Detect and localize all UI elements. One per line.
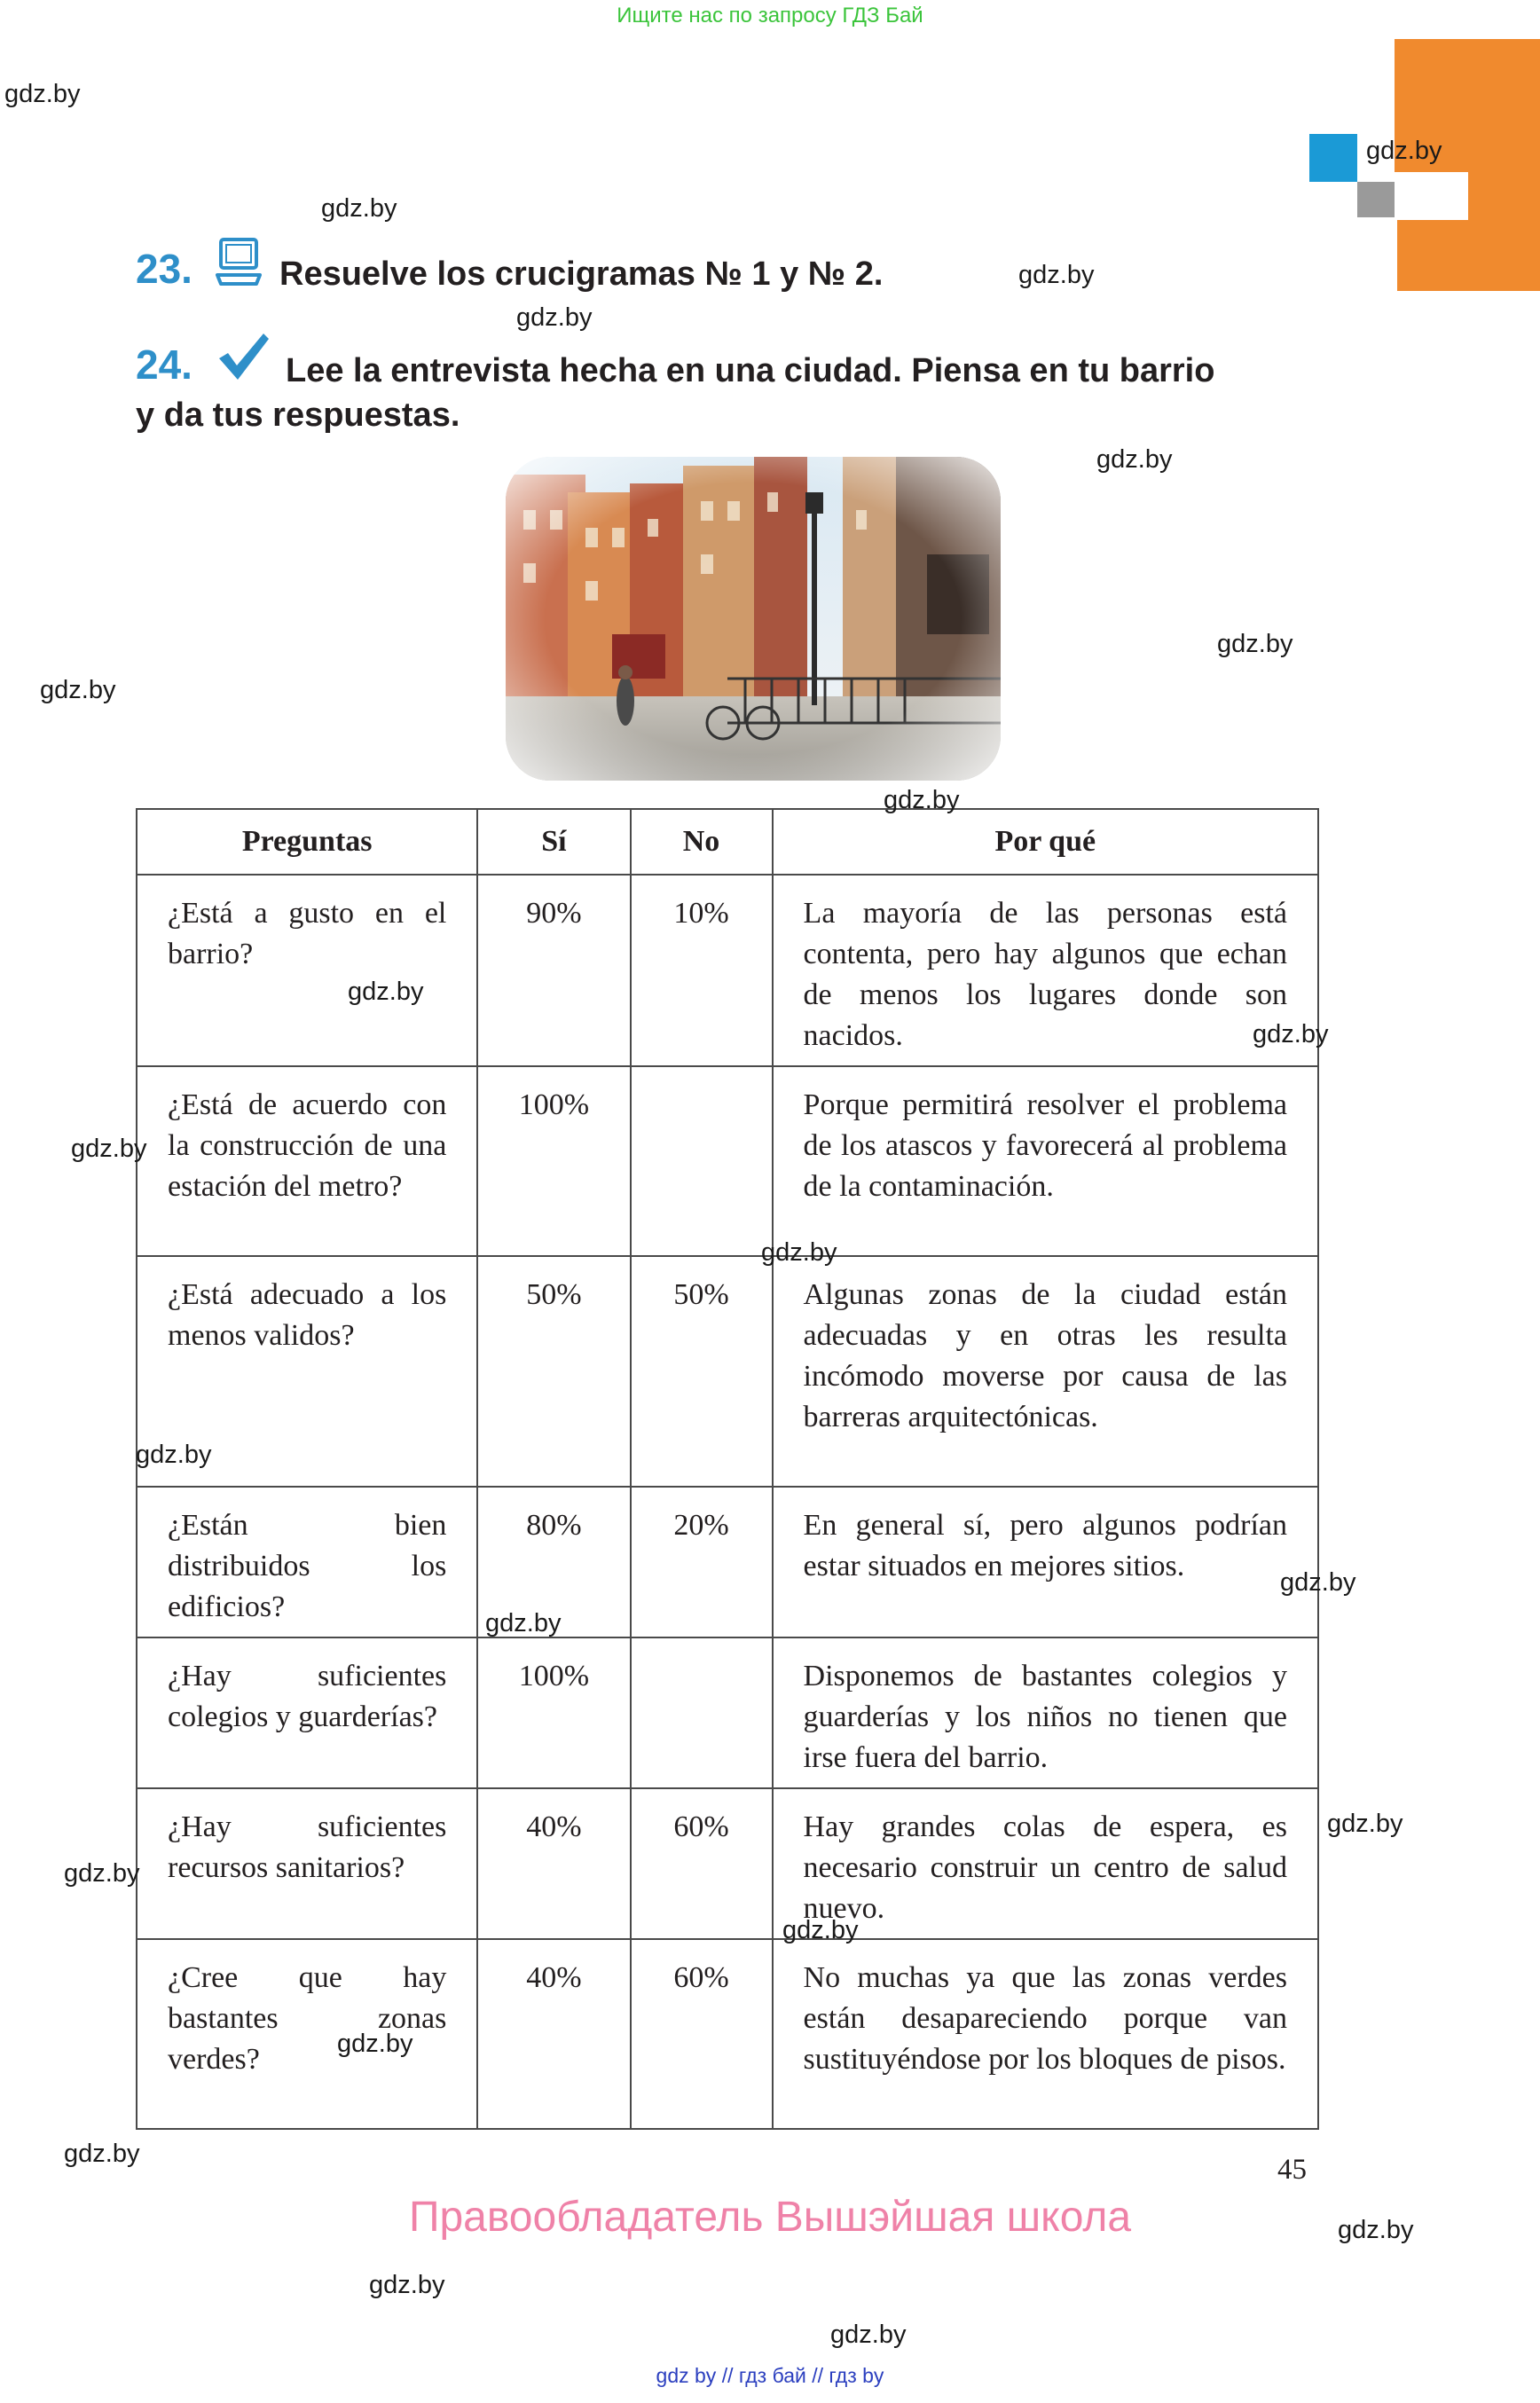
watermark: gdz.by <box>1217 630 1293 658</box>
table-row <box>137 1487 1318 1637</box>
reason-cell: Algunas zonas de la ciudad están adecuadas y en otras les resulta incómodo moverse por causa de las barreras arquitectónicas. <box>773 1256 1318 1487</box>
no-cell: 60% <box>631 1788 773 1939</box>
watermark: gdz.by <box>1327 1810 1403 1838</box>
watermark: gdz.by <box>1253 1020 1329 1048</box>
blue-square <box>1309 134 1357 182</box>
page-number: 45 <box>1277 2154 1307 2186</box>
table-header-row <box>137 809 1318 875</box>
watermark: gdz.by <box>40 676 116 704</box>
bottom-links[interactable]: gdz by // гдз бай // гдз by <box>656 2364 884 2387</box>
gray-square <box>1357 182 1395 217</box>
top-banner-text: Ищите нас по запросу ГДЗ Бай <box>617 4 923 27</box>
header-preguntas: Preguntas <box>137 809 477 875</box>
reason-cell: Disponemos de bastantes colegios y guarderías y los niños no tienen que irse fuera del barrio. <box>773 1637 1318 1788</box>
exercise-24-number: 24. <box>136 342 192 388</box>
watermark: gdz.by <box>884 786 960 814</box>
no-cell: 10% <box>631 875 773 1066</box>
watermark: gdz.by <box>516 303 593 332</box>
table-row <box>137 1066 1318 1256</box>
table-row <box>137 1939 1318 2129</box>
question-cell: ¿Hay suficientes colegios y guarderías? <box>137 1637 477 1788</box>
watermark: gdz.by <box>321 194 397 223</box>
watermark: gdz.by <box>1366 137 1442 165</box>
exercise-23-text: Resuelve los crucigramas № 1 y № 2. <box>279 255 884 293</box>
watermark: gdz.by <box>1338 2216 1414 2244</box>
no-cell: 20% <box>631 1487 773 1637</box>
si-cell: 100% <box>477 1637 630 1788</box>
watermark: gdz.by <box>348 978 424 1006</box>
si-cell: 40% <box>477 1788 630 1939</box>
orange-square-small <box>1397 220 1468 291</box>
watermark: gdz.by <box>64 1859 140 1888</box>
reason-cell: La mayoría de las personas está contenta, pero hay algunos que echan de menos los lugares donde son nacidos. <box>773 875 1318 1066</box>
no-cell: 60% <box>631 1939 773 2129</box>
reason-cell: Hay grandes colas de espera, es necesario construir un centro de salud nuevo. <box>773 1788 1318 1939</box>
watermark: gdz.by <box>1018 261 1095 289</box>
orange-square-right <box>1468 172 1540 291</box>
question-cell: ¿Hay suficientes recursos sanitarios? <box>137 1788 477 1939</box>
copyright-text: Правообладатель Вышэйшая школа <box>408 2194 1132 2241</box>
watermark: gdz.by <box>1280 1568 1356 1597</box>
table-row <box>137 1637 1318 1788</box>
question-cell: ¿Están bien distribuidos los edificios? <box>137 1487 477 1637</box>
reason-cell: En general sí, pero algunos podrían estar situados en mejores sitios. <box>773 1487 1318 1637</box>
watermark: gdz.by <box>782 1916 859 1944</box>
si-cell: 80% <box>477 1487 630 1637</box>
header-no: No <box>631 809 773 875</box>
city-street-photo <box>506 457 1001 781</box>
watermark: gdz.by <box>761 1238 837 1267</box>
si-cell: 100% <box>477 1066 630 1256</box>
watermark: gdz.by <box>1096 445 1173 474</box>
si-cell: 50% <box>477 1256 630 1487</box>
exercise-24-text-line1: Lee la entrevista hecha en una ciudad. Piensa en tu barrio <box>286 352 1215 389</box>
computer-icon <box>216 236 262 291</box>
watermark: gdz.by <box>830 2321 907 2349</box>
watermark: gdz.by <box>369 2271 445 2299</box>
si-cell: 40% <box>477 1939 630 2129</box>
watermark: gdz.by <box>4 80 81 108</box>
question-cell: ¿Está adecuado a los menos validos? <box>137 1256 477 1487</box>
watermark: gdz.by <box>337 2030 413 2058</box>
no-cell <box>631 1066 773 1256</box>
no-cell: 50% <box>631 1256 773 1487</box>
exercise-24-text-line2: y da tus respuestas. <box>136 397 460 434</box>
reason-cell: Porque permitirá resolver el problema de los atascos y favorecerá al problema de la contaminación. <box>773 1066 1318 1256</box>
si-cell: 90% <box>477 875 630 1066</box>
exercise-23-number: 23. <box>136 246 192 292</box>
watermark: gdz.by <box>485 1609 562 1637</box>
question-cell: ¿Está a gusto en el barrio? <box>137 875 477 1066</box>
reason-cell: No muchas ya que las zonas verdes están desapareciendo porque van sustituyéndose por los bloques de pisos. <box>773 1939 1318 2129</box>
question-cell: ¿Cree que hay bastantes zonas verdes? <box>137 1939 477 2129</box>
header-por-que: Por qué <box>773 809 1318 875</box>
watermark: gdz.by <box>71 1135 147 1163</box>
no-cell <box>631 1637 773 1788</box>
header-si: Sí <box>477 809 630 875</box>
survey-table <box>136 808 1319 2130</box>
table-row <box>137 1788 1318 1939</box>
watermark: gdz.by <box>136 1441 212 1469</box>
table-row <box>137 1256 1318 1487</box>
checkmark-icon <box>216 330 271 383</box>
watermark: gdz.by <box>64 2140 140 2168</box>
table-row <box>137 875 1318 1066</box>
question-cell: ¿Está de acuerdo con la construcción de una estación del metro? <box>137 1066 477 1256</box>
